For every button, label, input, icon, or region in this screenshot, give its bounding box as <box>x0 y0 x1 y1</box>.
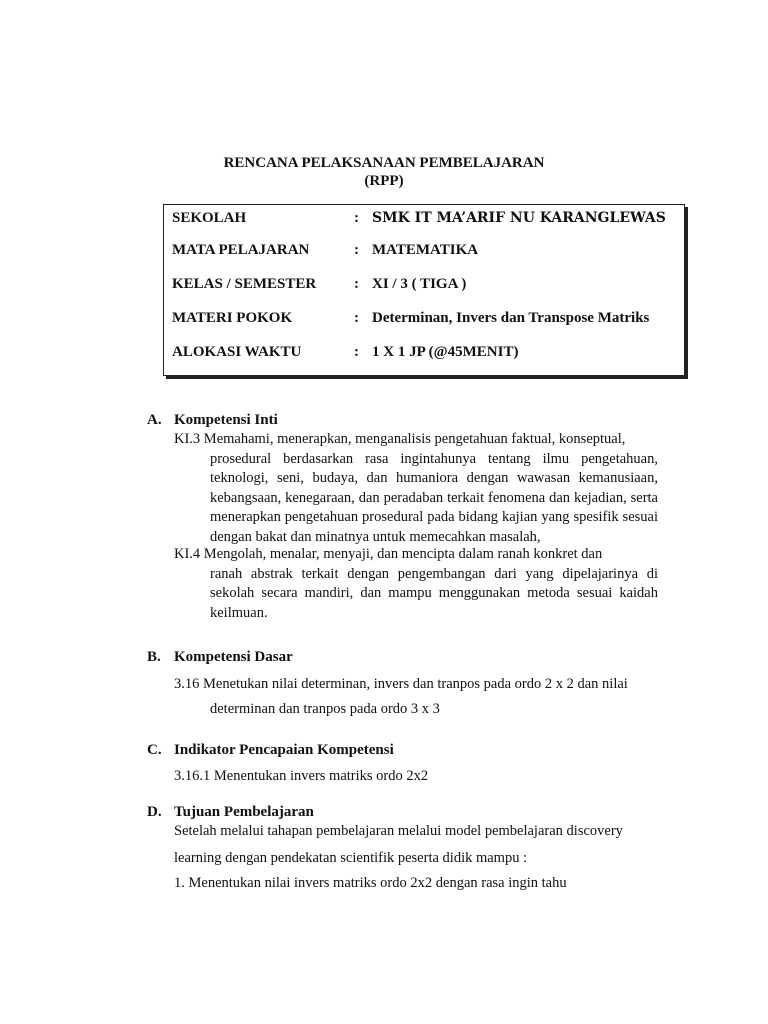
row-value: 1 X 1 JP (@45MENIT) <box>372 344 519 360</box>
section-letter: A. <box>147 412 162 428</box>
section-title: Tujuan Pembelajaran <box>174 804 314 820</box>
section-letter: B. <box>147 649 161 665</box>
row-label: MATERI POKOK <box>172 310 293 326</box>
section-letter: D. <box>147 804 162 820</box>
row-label: MATA PELAJARAN <box>172 242 310 258</box>
section-title: Kompetensi Inti <box>174 412 278 428</box>
title-line-1: RENCANA PELAKSANAAN PEMBELAJARAN <box>223 155 545 171</box>
kd-line-2: determinan dan tranpos pada ordo 3 x 3 <box>210 701 440 717</box>
row-value: XI / 3 ( TIGA ) <box>372 276 467 292</box>
ki4-continuation: ranah abstrak terkait dengan pengembangan dari yang dipelajarinya di sekolah secara mandiri, dan mampu menggunakan metoda sesuai kaidah keilmuan. <box>210 565 658 621</box>
ki3-first-line: KI.3 Memahami, menerapkan, menganalisis pengetahuan faktual, konseptual, <box>174 431 626 447</box>
row-value: SMK IT MA’ARIF NU KARANGLEWAS <box>372 210 666 226</box>
row-colon: : <box>354 276 359 292</box>
section-title: Kompetensi Dasar <box>174 649 293 665</box>
row-value: MATEMATIKA <box>372 242 479 258</box>
ki4-first-line: KI.4 Mengolah, menalar, menyaji, dan mencipta dalam ranah konkret dan <box>174 546 603 562</box>
objective-line-1: Setelah melalui tahapan pembelajaran melalui model pembelajaran discovery <box>174 823 623 839</box>
row-colon: : <box>354 242 359 258</box>
row-label: KELAS / SEMESTER <box>172 276 317 292</box>
objective-line-2: learning dengan pendekatan scientifik peserta didik mampu : <box>174 850 528 866</box>
row-label: SEKOLAH <box>172 210 247 226</box>
ki3-continuation: prosedural berdasarkan rasa ingintahunya tentang ilmu pengetahuan, teknologi, seni, budaya, dan humaniora dengan wawasan kemanusiaan, kebangsaan, kenegaraan, dan peradaban terkait fenomena dan kejadian, serta menerapkan pengetahuan prosedural pada bidang kajian yang spesifik sesuai dengan bakat dan minatnya untuk memecahkan masalah, <box>210 450 658 545</box>
row-colon: : <box>354 210 359 226</box>
row-value: Determinan, Invers dan Transpose Matriks <box>372 310 650 326</box>
section-title: Indikator Pencapaian Kompetensi <box>174 742 394 758</box>
row-label: ALOKASI WAKTU <box>172 344 302 360</box>
row-colon: : <box>354 344 359 360</box>
objective-item-1: 1. Menentukan nilai invers matriks ordo 2x2 dengan rasa ingin tahu <box>174 875 567 891</box>
row-colon: : <box>354 310 359 326</box>
section-letter: C. <box>147 742 162 758</box>
kd-line-1: 3.16 Menetukan nilai determinan, invers dan tranpos pada ordo 2 x 2 dan nilai <box>174 676 628 692</box>
indicator-line: 3.16.1 Menentukan invers matriks ordo 2x2 <box>174 768 429 784</box>
title-line-2: (RPP) <box>364 173 404 189</box>
identity-table <box>163 204 685 376</box>
